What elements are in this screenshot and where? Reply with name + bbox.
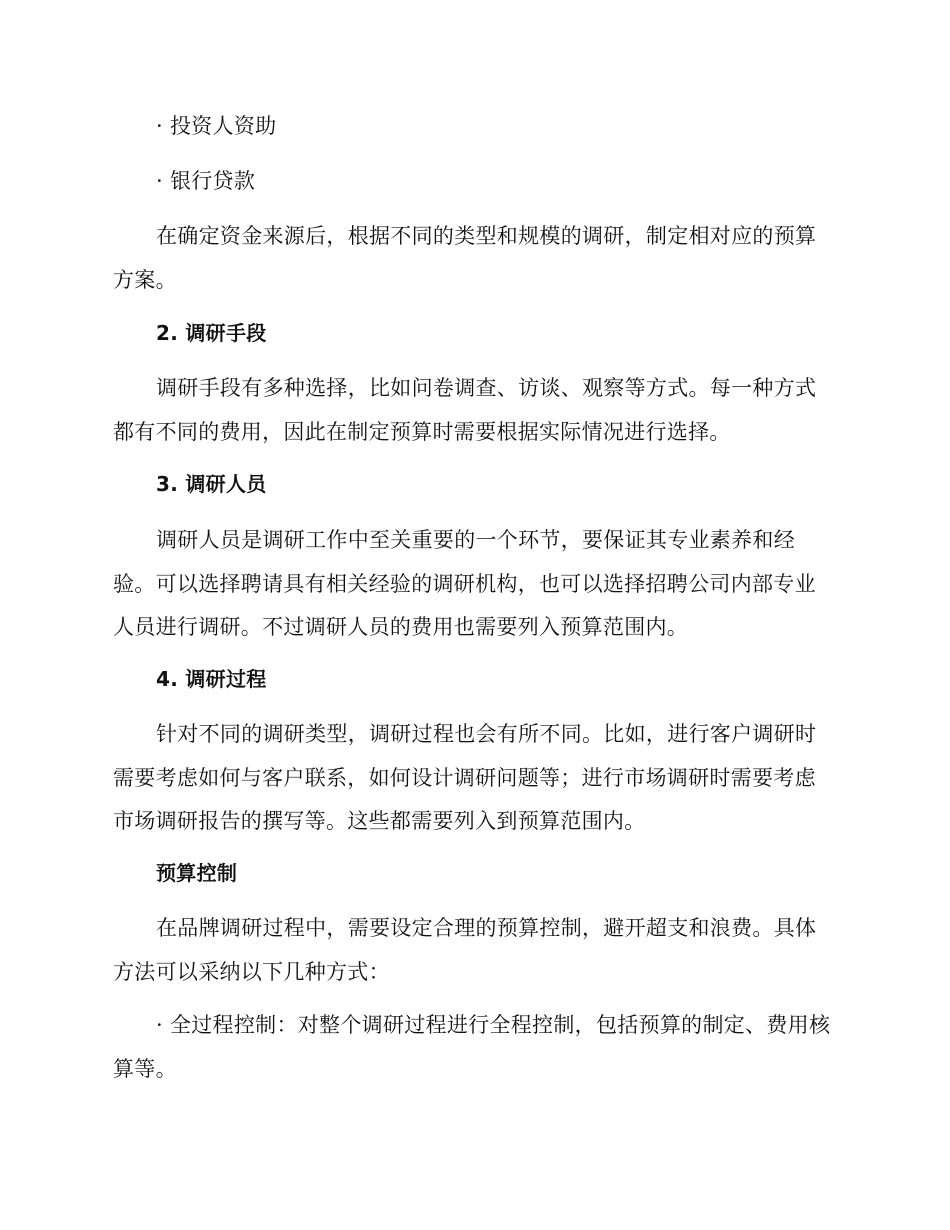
- paragraph-research-process: 针对不同的调研类型，调研过程也会有所不同。比如，进行客户调研时需要考虑如何与客户联系，如何设计调研问题等；进行市场调研时需要考虑市场调研报告的撰写等。这些都需要列入到预算范围内。: [113, 722, 817, 833]
- paragraph-budget-control: 在品牌调研过程中，需要设定合理的预算控制，避开超支和浪费。具体方法可以采纳以下几种方式：: [113, 916, 817, 984]
- bullet-bank-loan: · 银行贷款: [156, 169, 256, 193]
- section-heading-research-process: 4. 调研过程: [156, 667, 267, 691]
- section-heading-research-staff: 3. 调研人员: [156, 472, 267, 496]
- bullet-investor-funding: · 投资人资助: [156, 114, 277, 138]
- paragraph-research-staff: 调研人员是调研工作中至关重要的一个环节，要保证其专业素养和经验。可以选择聘请具有相关经验的调研机构，也可以选择招聘公司内部专业人员进行调研。不过调研人员的费用也需要列入预算范围内。: [113, 528, 816, 639]
- section-heading-research-methods: 2. 调研手段: [156, 321, 267, 345]
- bullet-full-process-control: · 全过程控制：对整个调研过程进行全程控制，包括预算的制定、费用核算等。: [113, 1013, 831, 1081]
- paragraph-budget-plan: 在确定资金来源后，根据不同的类型和规模的调研，制定相对应的预算方案。: [113, 224, 817, 292]
- paragraph-research-methods: 调研手段有多种选择，比如问卷调查、访谈、观察等方式。每一种方式都有不同的费用，因此在制定预算时需要根据实际情况进行选择。: [113, 376, 817, 444]
- section-heading-budget-control: 预算控制: [156, 861, 238, 885]
